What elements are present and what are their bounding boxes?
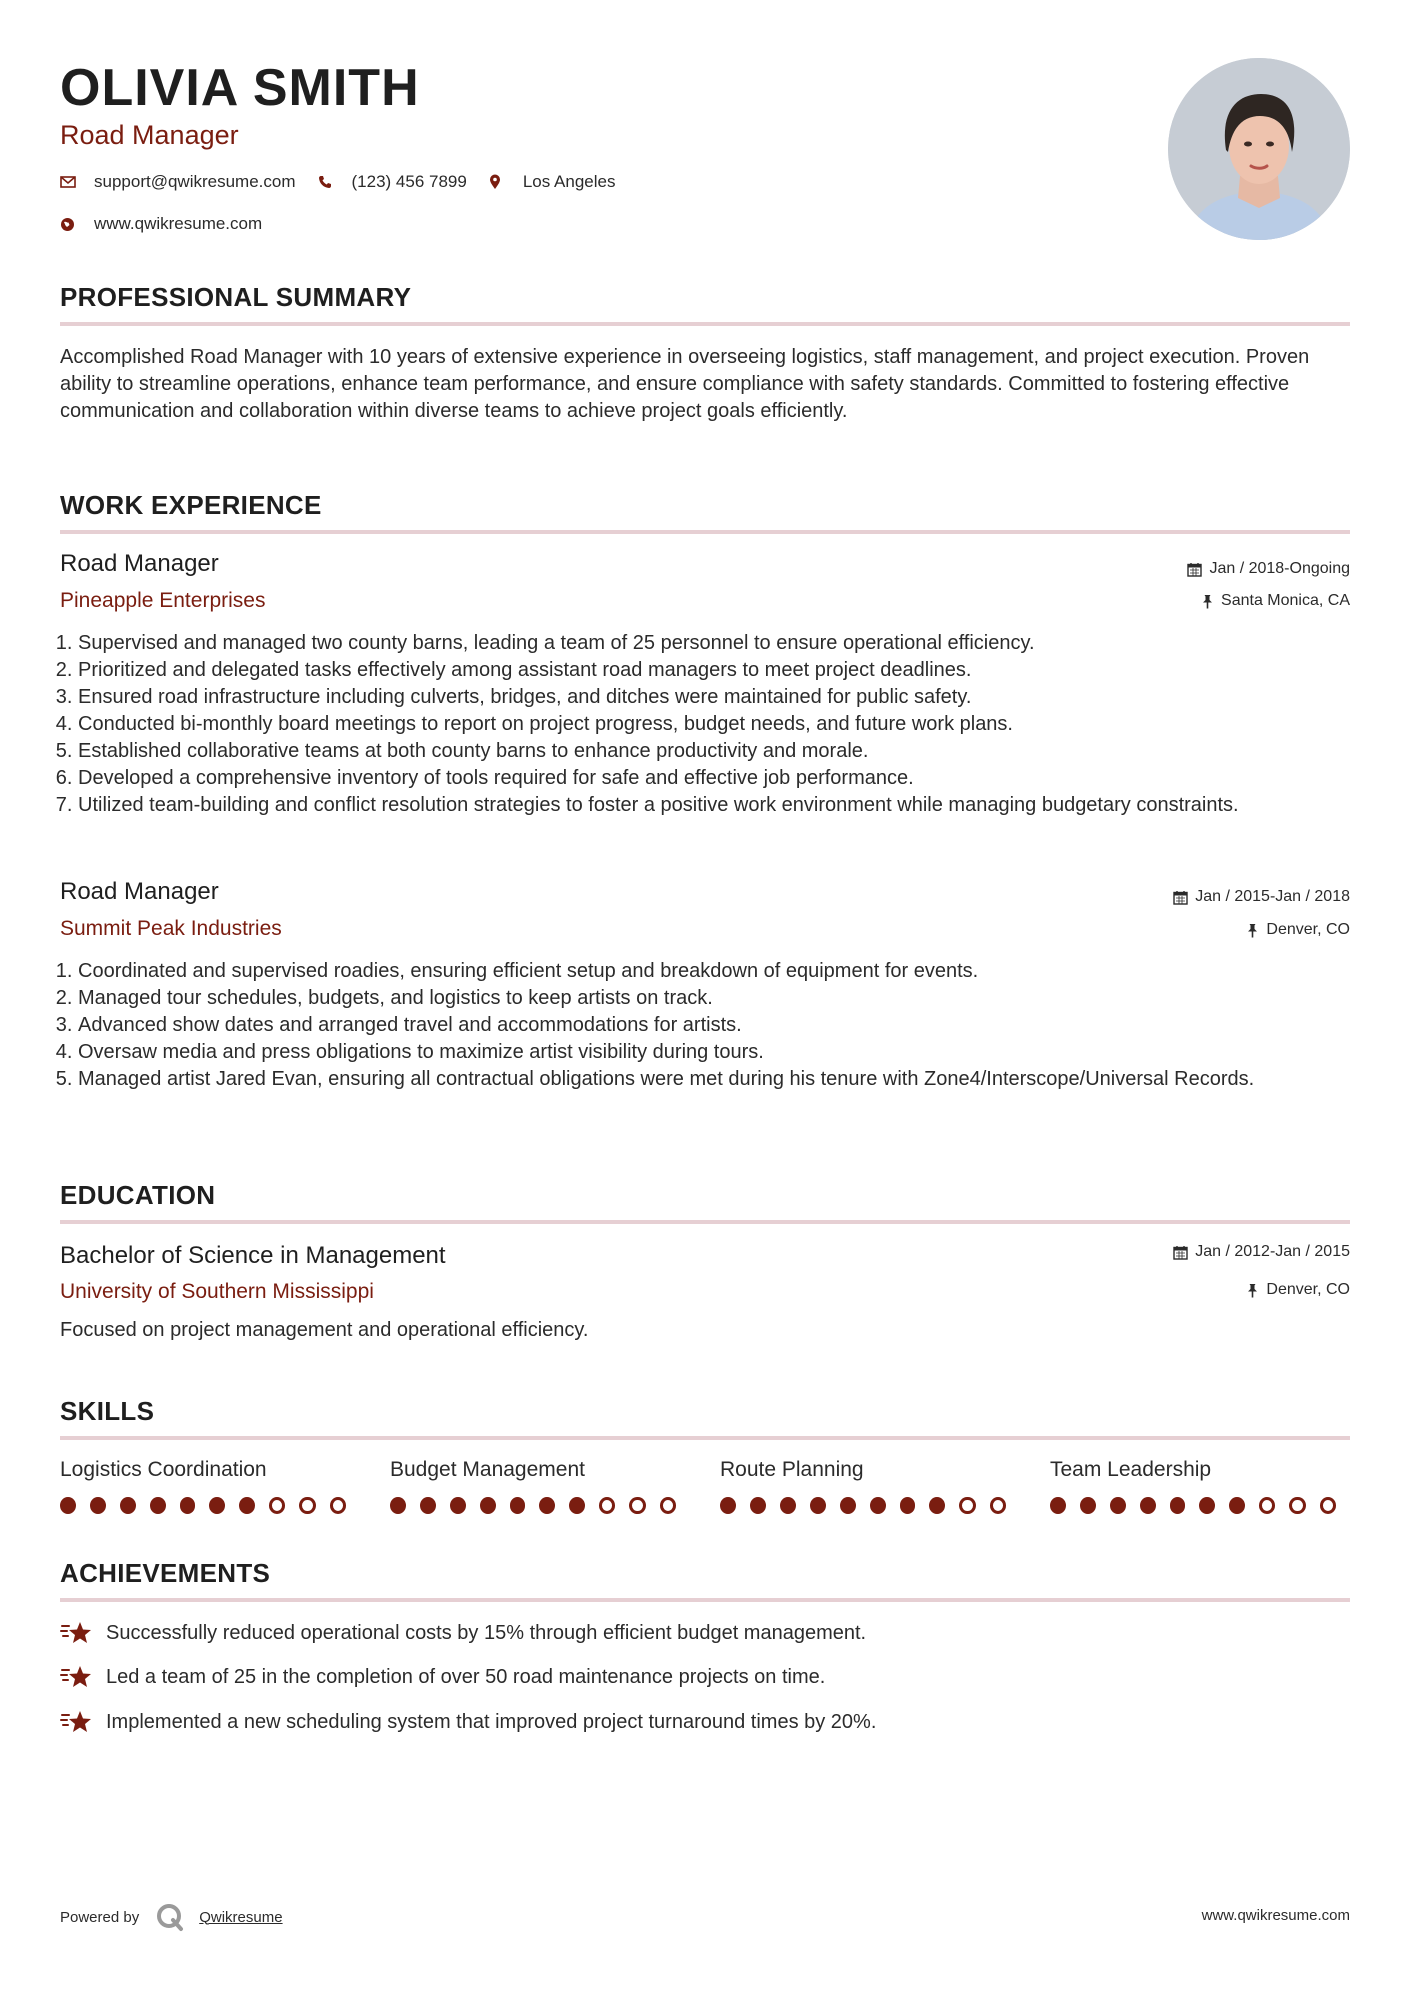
rating-dot-empty	[1320, 1497, 1336, 1514]
rating-dot-empty	[959, 1497, 975, 1514]
job-dates-text: Jan / 2018-Ongoing	[1209, 560, 1350, 577]
job-company: Pineapple Enterprises	[60, 589, 266, 612]
calendar-icon	[1173, 1245, 1188, 1260]
star-badge-icon	[60, 1664, 94, 1690]
qwikresume-link[interactable]: Qwikresume	[199, 1908, 283, 1926]
achievement-text: Successfully reduced operational costs by 15% through efficient budget management.	[106, 1621, 867, 1644]
contact-row	[60, 172, 637, 192]
skill-rating	[720, 1497, 1020, 1514]
job-title: Road Manager	[60, 550, 219, 577]
list-item: 7. Utilized team-building and conflict resolution strategies to foster a positive work environment while managing budgetary constraints.	[78, 792, 1258, 819]
rating-dot-empty	[660, 1497, 676, 1514]
job-location	[1201, 592, 1350, 610]
pushpin-icon	[1246, 1283, 1259, 1298]
achievement-text: Led a team of 25 in the completion of over 50 road maintenance projects on time.	[106, 1665, 826, 1688]
list-item: 2. Prioritized and delegated tasks effectively among assistant road managers to meet project deadlines.	[78, 657, 1258, 684]
job-location	[1246, 921, 1350, 939]
education-description: Focused on project management and operational efficiency.	[60, 1319, 589, 1341]
list-item: 3. Advanced show dates and arranged travel and accommodations for artists.	[78, 1012, 1258, 1039]
rating-dot-filled	[539, 1497, 555, 1514]
rating-dot-filled	[900, 1497, 916, 1514]
rating-dot-empty	[599, 1497, 615, 1514]
rating-dot-empty	[1289, 1497, 1305, 1514]
rating-dot-filled	[120, 1497, 136, 1514]
list-item: 6. Developed a comprehensive inventory of tools required for safe and effective job performance.	[78, 765, 1258, 792]
rating-dot-filled	[1140, 1497, 1156, 1514]
map-pin-icon	[489, 172, 511, 192]
rating-dot-filled	[750, 1497, 766, 1514]
rating-dot-filled	[480, 1497, 496, 1514]
rating-dot-filled	[870, 1497, 886, 1514]
skill-rating	[60, 1497, 360, 1514]
rating-dot-filled	[1199, 1497, 1215, 1514]
experience-divider	[60, 530, 1350, 534]
achievements-divider	[60, 1598, 1350, 1602]
list-item: 2. Managed tour schedules, budgets, and logistics to keep artists on track.	[78, 985, 1258, 1012]
skill-rating	[1050, 1497, 1350, 1514]
list-item: 3. Ensured road infrastructure including culverts, bridges, and ditches were maintained for public safety.	[78, 684, 1258, 711]
achievement-item	[60, 1620, 866, 1646]
summary-divider	[60, 322, 1350, 326]
rating-dot-filled	[1050, 1497, 1066, 1514]
achievements-heading: ACHIEVEMENTS	[60, 1558, 271, 1588]
calendar-icon	[1173, 890, 1188, 905]
rating-dot-filled	[180, 1497, 196, 1514]
resume-page	[60, 0, 1350, 1990]
achievement-item	[60, 1709, 876, 1735]
rating-dot-filled	[60, 1497, 76, 1514]
rating-dot-empty	[990, 1497, 1006, 1514]
rating-dot-empty	[299, 1497, 315, 1514]
globe-icon	[60, 214, 82, 234]
calendar-icon	[1187, 562, 1202, 577]
rating-dot-filled	[1110, 1497, 1126, 1514]
job-location-text: Denver, CO	[1266, 921, 1350, 938]
contact-phone[interactable]: (123) 456 7899	[351, 172, 467, 191]
rating-dot-filled	[720, 1497, 736, 1514]
star-badge-icon	[60, 1620, 94, 1646]
experience-heading: WORK EXPERIENCE	[60, 490, 322, 520]
degree-title: Bachelor of Science in Management	[60, 1242, 446, 1269]
rating-dot-filled	[420, 1497, 436, 1514]
education-divider	[60, 1220, 1350, 1224]
rating-dot-filled	[1080, 1497, 1096, 1514]
contact-email[interactable]: support@qwikresume.com	[94, 172, 296, 191]
powered-by-label: Powered by	[60, 1908, 140, 1926]
rating-dot-filled	[929, 1497, 945, 1514]
skill-name: Logistics Coordination	[60, 1458, 267, 1481]
job-dates-text: Jan / 2015-Jan / 2018	[1195, 888, 1350, 905]
footer-powered-by	[60, 1902, 283, 1932]
rating-dot-empty	[330, 1497, 346, 1514]
profile-photo	[1168, 58, 1350, 240]
candidate-role: Road Manager	[60, 120, 239, 150]
skills-divider	[60, 1436, 1350, 1440]
footer-website[interactable]: www.qwikresume.com	[1201, 1907, 1350, 1924]
rating-dot-filled	[239, 1497, 255, 1514]
rating-dot-filled	[810, 1497, 826, 1514]
skill-item	[1050, 1458, 1350, 1514]
skill-item	[390, 1458, 690, 1514]
list-item: 5. Established collaborative teams at both county barns to enhance productivity and morale.	[78, 738, 1258, 765]
list-item: 1. Coordinated and supervised roadies, ensuring efficient setup and breakdown of equipment for events.	[78, 958, 1258, 985]
envelope-icon	[60, 172, 82, 192]
education-dates	[1173, 1243, 1350, 1261]
pushpin-icon	[1201, 594, 1214, 609]
candidate-name: OLIVIA SMITH	[60, 59, 420, 117]
pushpin-icon	[1246, 923, 1259, 938]
skill-name: Budget Management	[390, 1458, 585, 1481]
skills-heading: SKILLS	[60, 1396, 155, 1426]
education-location	[1246, 1281, 1350, 1299]
rating-dot-filled	[1229, 1497, 1245, 1514]
rating-dot-filled	[390, 1497, 406, 1514]
rating-dot-filled	[1170, 1497, 1186, 1514]
list-item: 1. Supervised and managed two county barns, leading a team of 25 personnel to ensure operational efficiency.	[78, 630, 1258, 657]
rating-dot-filled	[90, 1497, 106, 1514]
rating-dot-filled	[780, 1497, 796, 1514]
contact-row-web	[60, 214, 284, 234]
phone-icon	[318, 172, 340, 192]
achievement-item	[60, 1664, 825, 1690]
rating-dot-empty	[629, 1497, 645, 1514]
rating-dot-filled	[450, 1497, 466, 1514]
skill-name: Route Planning	[720, 1458, 864, 1481]
education-location-text: Denver, CO	[1266, 1281, 1350, 1298]
job-location-text: Santa Monica, CA	[1221, 592, 1350, 609]
list-item: 4. Conducted bi-monthly board meetings to report on project progress, budget needs, and future work plans.	[78, 711, 1258, 738]
rating-dot-empty	[269, 1497, 285, 1514]
summary-heading: PROFESSIONAL SUMMARY	[60, 282, 412, 312]
job-dates	[1187, 560, 1350, 578]
job-title: Road Manager	[60, 878, 219, 905]
star-badge-icon	[60, 1709, 94, 1735]
rating-dot-filled	[150, 1497, 166, 1514]
job-company: Summit Peak Industries	[60, 917, 282, 940]
education-heading: EDUCATION	[60, 1180, 216, 1210]
summary-text: Accomplished Road Manager with 10 years of extensive experience in overseeing logistics, staff management, and project execution. Proven ability to streamline operations, enhance team performance, and ensure compliance with safety standards. Committed to fostering effective communication and collaboration within diverse teams to achieve project goals efficiently.	[60, 346, 1310, 422]
skill-rating	[390, 1497, 690, 1514]
rating-dot-filled	[209, 1497, 225, 1514]
rating-dot-filled	[840, 1497, 856, 1514]
list-item: 5. Managed artist Jared Evan, ensuring all contractual obligations were met during his tenure with Zone4/Interscope/Universal Records.	[78, 1066, 1258, 1093]
skill-item	[720, 1458, 1020, 1514]
school-name: University of Southern Mississippi	[60, 1280, 374, 1303]
skill-item	[60, 1458, 360, 1514]
rating-dot-empty	[1259, 1497, 1275, 1514]
rating-dot-filled	[569, 1497, 585, 1514]
contact-website[interactable]: www.qwikresume.com	[94, 214, 263, 233]
job-bullets	[60, 958, 1258, 1093]
education-dates-text: Jan / 2012-Jan / 2015	[1195, 1243, 1350, 1260]
rating-dot-filled	[510, 1497, 526, 1514]
achievement-text: Implemented a new scheduling system that improved project turnaround times by 20%.	[106, 1710, 877, 1733]
skill-name: Team Leadership	[1050, 1458, 1212, 1481]
job-bullets	[60, 630, 1258, 819]
qwikresume-logo-icon	[155, 1902, 185, 1932]
list-item: 4. Oversaw media and press obligations to maximize artist visibility during tours.	[78, 1039, 1258, 1066]
job-dates	[1173, 888, 1350, 906]
contact-location: Los Angeles	[522, 172, 616, 191]
